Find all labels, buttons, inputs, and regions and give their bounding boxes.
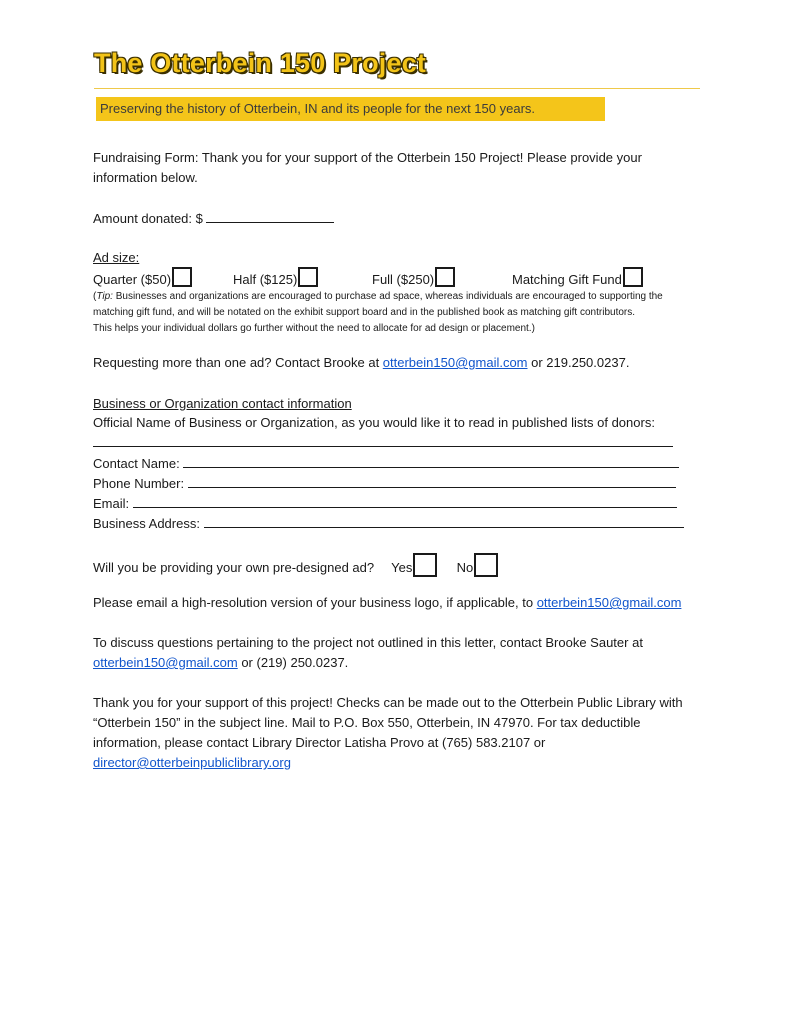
tip-line-1: (Tip: Businesses and organizations are encouraged to purchase ad space, whereas individuals are encouraged to supporting the: [93, 291, 663, 302]
contact-name-field[interactable]: [183, 453, 679, 468]
questions-line-2: otterbein150@gmail.com or (219) 250.0237.: [93, 655, 349, 670]
predesigned-row: [93, 553, 498, 578]
predesigned-no-checkbox[interactable]: [474, 553, 498, 577]
contact-name-label: Contact Name:: [93, 456, 180, 471]
address-row: [93, 513, 684, 534]
ad-option-matching-label: Matching Gift Fund: [512, 272, 622, 287]
questions-email-link[interactable]: otterbein150@gmail.com: [93, 655, 238, 670]
page-title: The Otterbein 150 Project: [94, 48, 427, 78]
contact-heading: Business or Organization contact information: [93, 396, 352, 411]
amount-label: Amount donated: $: [93, 211, 203, 226]
official-name-label: Official Name of Business or Organization, as you would like it to read in published lists of donors:: [93, 415, 655, 430]
predesigned-no-label: No: [456, 560, 474, 575]
ad-option-full-label: Full ($250): [372, 272, 435, 287]
address-field[interactable]: [204, 513, 684, 528]
amount-field[interactable]: [206, 208, 334, 223]
logo-email-link[interactable]: otterbein150@gmail.com: [536, 595, 682, 610]
intro-line-1: Fundraising Form: Thank you for your support of the Otterbein 150 Project! Please provide your: [93, 150, 642, 165]
ad-option-quarter-checkbox[interactable]: [172, 267, 192, 287]
ad-option-quarter-label: Quarter ($50): [93, 272, 172, 287]
ad-option-full: [372, 267, 455, 290]
thanks-line-1: Thank you for your support of this project! Checks can be made out to the Otterbein Public Library with: [93, 695, 683, 710]
ad-option-half: [233, 267, 318, 290]
official-name-field[interactable]: [93, 446, 673, 447]
more-ads-email-link[interactable]: otterbein150@gmail.com: [382, 355, 528, 370]
ad-option-quarter: [93, 267, 192, 290]
phone-field[interactable]: [188, 473, 676, 488]
logo-line: Please email a high-resolution version of your business logo, if applicable, to otterbein150@gmail.com: [93, 595, 682, 610]
phone-row: [93, 473, 676, 494]
more-ads-line: Requesting more than one ad? Contact Brooke at otterbein150@gmail.com or 219.250.0237.: [93, 355, 630, 370]
ad-size-heading: Ad size:: [93, 250, 140, 265]
tip-line-2: matching gift fund, and will be notated on the exhibit support board and in the published book as matching gift contributors.: [93, 307, 636, 318]
ad-option-half-checkbox[interactable]: [298, 267, 318, 287]
email-field[interactable]: [133, 493, 677, 508]
title-divider: [94, 88, 700, 89]
thanks-line-2: “Otterbein 150” in the subject line. Mail to P.O. Box 550, Otterbein, IN 47970. For tax deductible: [93, 715, 641, 730]
email-label: Email:: [93, 496, 130, 511]
page-subtitle: Preserving the history of Otterbein, IN and its people for the next 150 years.: [96, 97, 605, 121]
ad-option-matching: [512, 267, 643, 290]
ad-option-full-checkbox[interactable]: [435, 267, 455, 287]
ad-option-matching-checkbox[interactable]: [623, 267, 643, 287]
director-email-link[interactable]: director@otterbeinpubliclibrary.org: [93, 755, 291, 770]
tip-label: Tip:: [96, 291, 113, 302]
address-label: Business Address:: [93, 516, 200, 531]
ad-option-half-label: Half ($125): [233, 272, 298, 287]
thanks-line-4: [93, 753, 291, 773]
predesigned-question: Will you be providing your own pre-designed ad?: [93, 560, 375, 575]
predesigned-yes-checkbox[interactable]: [413, 553, 437, 577]
contact-name-row: [93, 453, 679, 474]
tip-line-3: This helps your individual dollars go further without the need to allocate for ad design or placement.): [93, 323, 535, 334]
amount-row: [93, 208, 334, 229]
email-row: [93, 493, 677, 514]
thanks-line-3: information, please contact Library Director Latisha Provo at (765) 583.2107 or: [93, 735, 546, 750]
intro-line-2: information below.: [93, 170, 198, 185]
phone-label: Phone Number:: [93, 476, 185, 491]
questions-line-1: To discuss questions pertaining to the project not outlined in this letter, contact Brooke Sauter at: [93, 635, 643, 650]
predesigned-yes-label: Yes: [391, 560, 413, 575]
